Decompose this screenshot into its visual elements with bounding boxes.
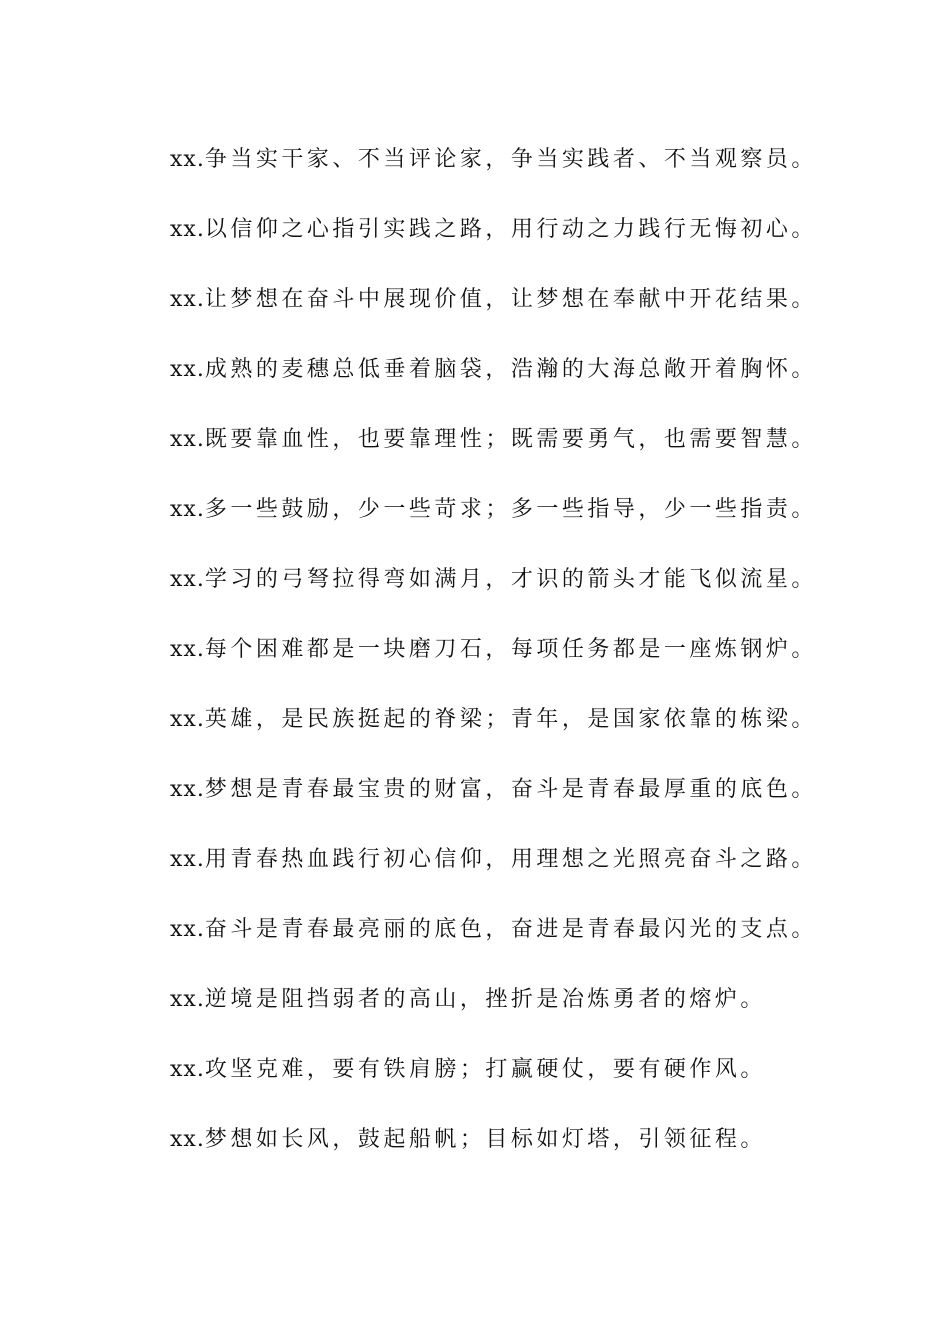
quote-text: 既要靠血性，也要靠理性；既需要勇气，也需要智慧。	[204, 427, 817, 452]
quote-number: xx.	[170, 777, 205, 802]
quote-number: xx.	[170, 287, 205, 312]
quote-line-12	[170, 911, 830, 981]
quote-text: 学习的弓弩拉得弯如满月，才识的箭头才能飞似流星。	[204, 567, 817, 592]
quote-text: 梦想是青春最宝贵的财富，奋斗是青春最厚重的底色。	[204, 777, 817, 802]
quote-line-8	[170, 631, 830, 701]
quote-text: 多一些鼓励，少一些苛求；多一些指导，少一些指责。	[204, 497, 817, 522]
quote-line-13	[170, 981, 830, 1051]
quote-line-1	[170, 141, 830, 211]
quote-text: 每个困难都是一块磨刀石，每项任务都是一座炼钢炉。	[204, 637, 817, 662]
quote-number: xx.	[170, 707, 205, 732]
quote-number: xx.	[170, 217, 205, 242]
quote-text: 让梦想在奋斗中展现价值，让梦想在奉献中开花结果。	[204, 287, 817, 312]
quote-text: 以信仰之心指引实践之路，用行动之力践行无悔初心。	[204, 217, 817, 242]
quote-text: 英雄，是民族挺起的脊梁；青年，是国家依靠的栋梁。	[204, 707, 817, 732]
quote-number: xx.	[170, 427, 205, 452]
quote-line-3	[170, 281, 830, 351]
quote-number: xx.	[170, 497, 205, 522]
quote-number: xx.	[170, 357, 205, 382]
quote-number: xx.	[170, 987, 205, 1012]
quote-list	[170, 141, 830, 1191]
quote-number: xx.	[170, 1057, 205, 1082]
quote-text: 奋斗是青春最亮丽的底色，奋进是青春最闪光的支点。	[204, 917, 817, 942]
quote-line-10	[170, 771, 830, 841]
quote-text: 成熟的麦穗总低垂着脑袋，浩瀚的大海总敞开着胸怀。	[204, 357, 817, 382]
quote-line-7	[170, 561, 830, 631]
quote-line-14	[170, 1051, 830, 1121]
quote-number: xx.	[170, 567, 205, 592]
quote-number: xx.	[170, 917, 205, 942]
quote-line-4	[170, 351, 830, 421]
quote-line-9	[170, 701, 830, 771]
quote-number: xx.	[170, 147, 205, 172]
quote-line-5	[170, 421, 830, 491]
quote-line-2	[170, 211, 830, 281]
quote-number: xx.	[170, 1127, 205, 1152]
quote-text: 逆境是阻挡弱者的高山，挫折是冶炼勇者的熔炉。	[204, 987, 766, 1012]
quote-line-15	[170, 1121, 830, 1191]
quote-number: xx.	[170, 847, 205, 872]
quote-number: xx.	[170, 637, 205, 662]
quote-line-11	[170, 841, 830, 911]
quote-text: 用青春热血践行初心信仰，用理想之光照亮奋斗之路。	[204, 847, 817, 872]
quote-text: 争当实干家、不当评论家，争当实践者、不当观察员。	[204, 147, 817, 172]
quote-line-6	[170, 491, 830, 561]
quote-text: 梦想如长风，鼓起船帆；目标如灯塔，引领征程。	[204, 1127, 766, 1152]
quote-text: 攻坚克难，要有铁肩膀；打赢硬仗，要有硬作风。	[204, 1057, 766, 1082]
